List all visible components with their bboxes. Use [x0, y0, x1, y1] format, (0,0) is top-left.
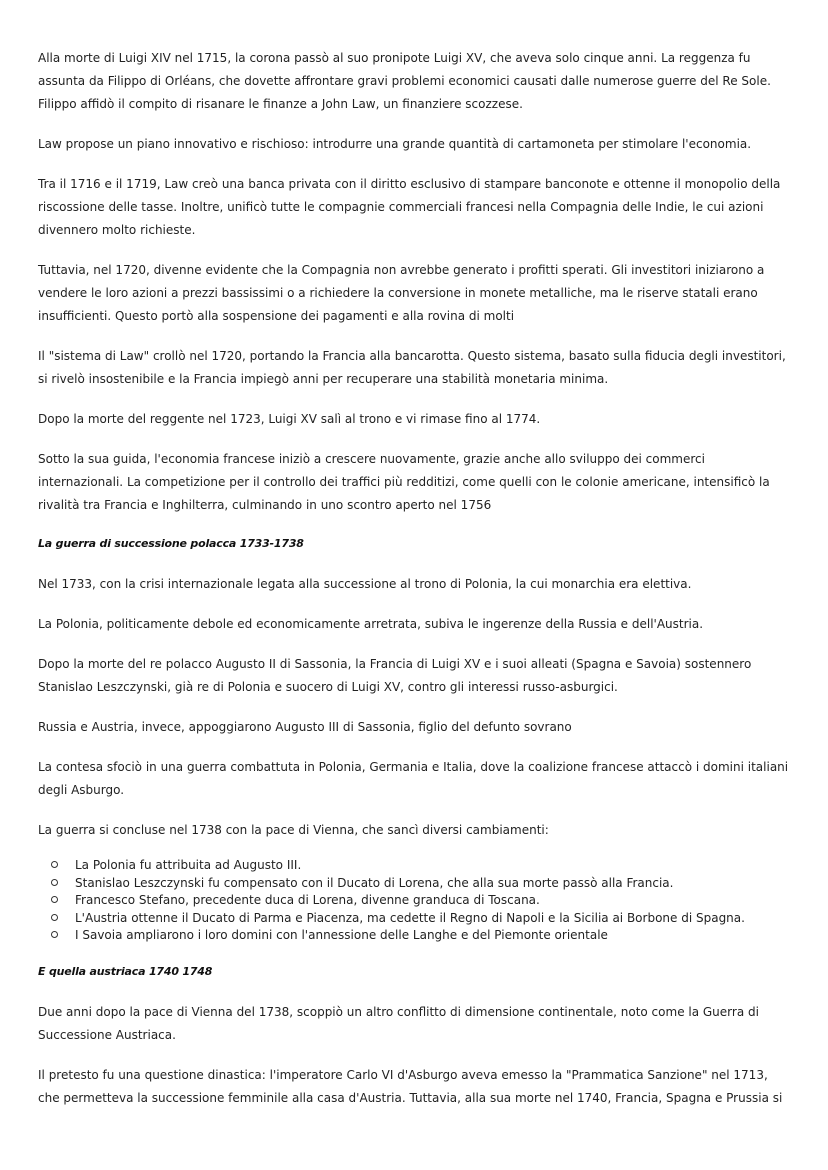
list-item-text: Stanislao Leszczynski fu compensato con il Ducato di Lorena, che alla sua morte passò alla Francia. [75, 875, 674, 890]
list-item [38, 875, 793, 893]
intro-paragraph-2: Law propose un piano innovativo e rischioso: introdurre una grande quantità di cartamoneta per stimolare l'economia. [38, 137, 752, 151]
polish-paragraph-6: La guerra si concluse nel 1738 con la pace di Vienna, che sancì diversi cambiamenti: [38, 823, 549, 837]
peace-of-vienna-list [38, 857, 793, 945]
austrian-paragraph-1: Due anni dopo la pace di Vienna del 1738, scoppiò un altro conflitto di dimensione continentale, noto come la Guerra di Successione Austriaca. [38, 1004, 759, 1042]
document-page [38, 47, 793, 1127]
intro-paragraph-6: Dopo la morte del reggente nel 1723, Luigi XV salì al trono e vi rimase fino al 1774. [38, 412, 541, 426]
circle-bullet-icon [51, 914, 58, 921]
list-item-text: La Polonia fu attribuita ad Augusto III. [75, 858, 302, 872]
circle-bullet-icon [51, 896, 58, 903]
intro-paragraph-4: Tuttavia, nel 1720, divenne evidente che la Compagnia non avrebbe generato i profitti sperati. Gli investitori iniziarono a vendere le loro azioni a prezzi bassissimi o a richiedere la conversione in monete metalliche, ma le riserve statali erano insufficienti. Questo portò alla sospensione dei pagamenti e alla rovina di molti [38, 263, 765, 323]
intro-paragraph-5: Il "sistema di Law" crollò nel 1720, portando la Francia alla bancarotta. Questo sistema, basato sulla fiducia degli investitori, si rivelò insostenibile e la Francia impiegò anni per recuperare una stabilità monetaria minima. [38, 349, 786, 386]
list-item-text: L'Austria ottenne il Ducato di Parma e Piacenza, ma cedette il Regno di Napoli e la Sicilia ai Borbone di Spagna. [75, 910, 745, 925]
list-item [38, 910, 793, 928]
intro-paragraph-7: Sotto la sua guida, l'economia francese iniziò a crescere nuovamente, grazie anche allo sviluppo dei commerci internazionali. La competizione per il controllo dei traffici più redditizi, come quelli con le colonie americane, intensificò la rivalità tra Francia e Inghilterra, culminando in uno scontro aperto nel 1756 [38, 452, 770, 512]
circle-bullet-icon [51, 931, 58, 938]
polish-paragraph-5: La contesa sfociò in una guerra combattuta in Polonia, Germania e Italia, dove la coalizione francese attaccò i domini italiani degli Asburgo. [38, 760, 789, 797]
intro-paragraph-1: Alla morte di Luigi XIV nel 1715, la corona passò al suo pronipote Luigi XV, che aveva solo cinque anni. La reggenza fu assunta da Filippo di Orléans, che dovette affrontare gravi problemi economici causati dalle numerose guerre del Re Sole. Filippo affidò il compito di risanare le finanze a John Law, un finanziere scozzese. [38, 51, 771, 111]
intro-paragraph-3: Tra il 1716 e il 1719, Law creò una banca privata con il diritto esclusivo di stampare banconote e ottenne il monopolio della riscossione delle tasse. Inoltre, unificò tutte le compagnie commerciali francesi nella Compagnia delle Indie, le cui azioni divennero molto richieste. [38, 177, 781, 237]
polish-paragraph-3: Dopo la morte del re polacco Augusto II di Sassonia, la Francia di Luigi XV e i suoi alleati (Spagna e Savoia) sostennero Stanislao Leszczynski, già re di Polonia e suocero di Luigi XV, contro gli interessi russo-asburgici. [38, 657, 752, 694]
polish-paragraph-2: La Polonia, politicamente debole ed economicamente arretrata, subiva le ingerenze della Russia e dell'Austria. [38, 617, 704, 631]
list-item [38, 927, 793, 945]
list-item [38, 892, 793, 910]
section-heading-polish-succession: La guerra di successione polacca 1733-1738 [38, 537, 304, 550]
section-heading-austrian-succession: E quella austriaca 1740 1748 [38, 964, 213, 978]
polish-paragraph-4: Russia e Austria, invece, appoggiarono Augusto III di Sassonia, figlio del defunto sovrano [38, 720, 572, 734]
austrian-paragraph-2: Il pretesto fu una questione dinastica: l'imperatore Carlo VI d'Asburgo aveva emesso la "Prammatica Sanzione" nel 1713, che permetteva la successione femminile alla casa d'Austria. Tuttavia, alla sua morte nel 1740, Francia, Spagna e Prussia si [38, 1067, 783, 1105]
list-item-text: Francesco Stefano, precedente duca di Lorena, divenne granduca di Toscana. [75, 893, 540, 907]
list-item [38, 857, 793, 875]
circle-bullet-icon [51, 879, 58, 886]
circle-bullet-icon [51, 861, 58, 868]
list-item-text: I Savoia ampliarono i loro domini con l'annessione delle Langhe e del Piemonte orientale [75, 928, 608, 942]
polish-paragraph-1: Nel 1733, con la crisi internazionale legata alla successione al trono di Polonia, la cui monarchia era elettiva. [38, 577, 692, 591]
